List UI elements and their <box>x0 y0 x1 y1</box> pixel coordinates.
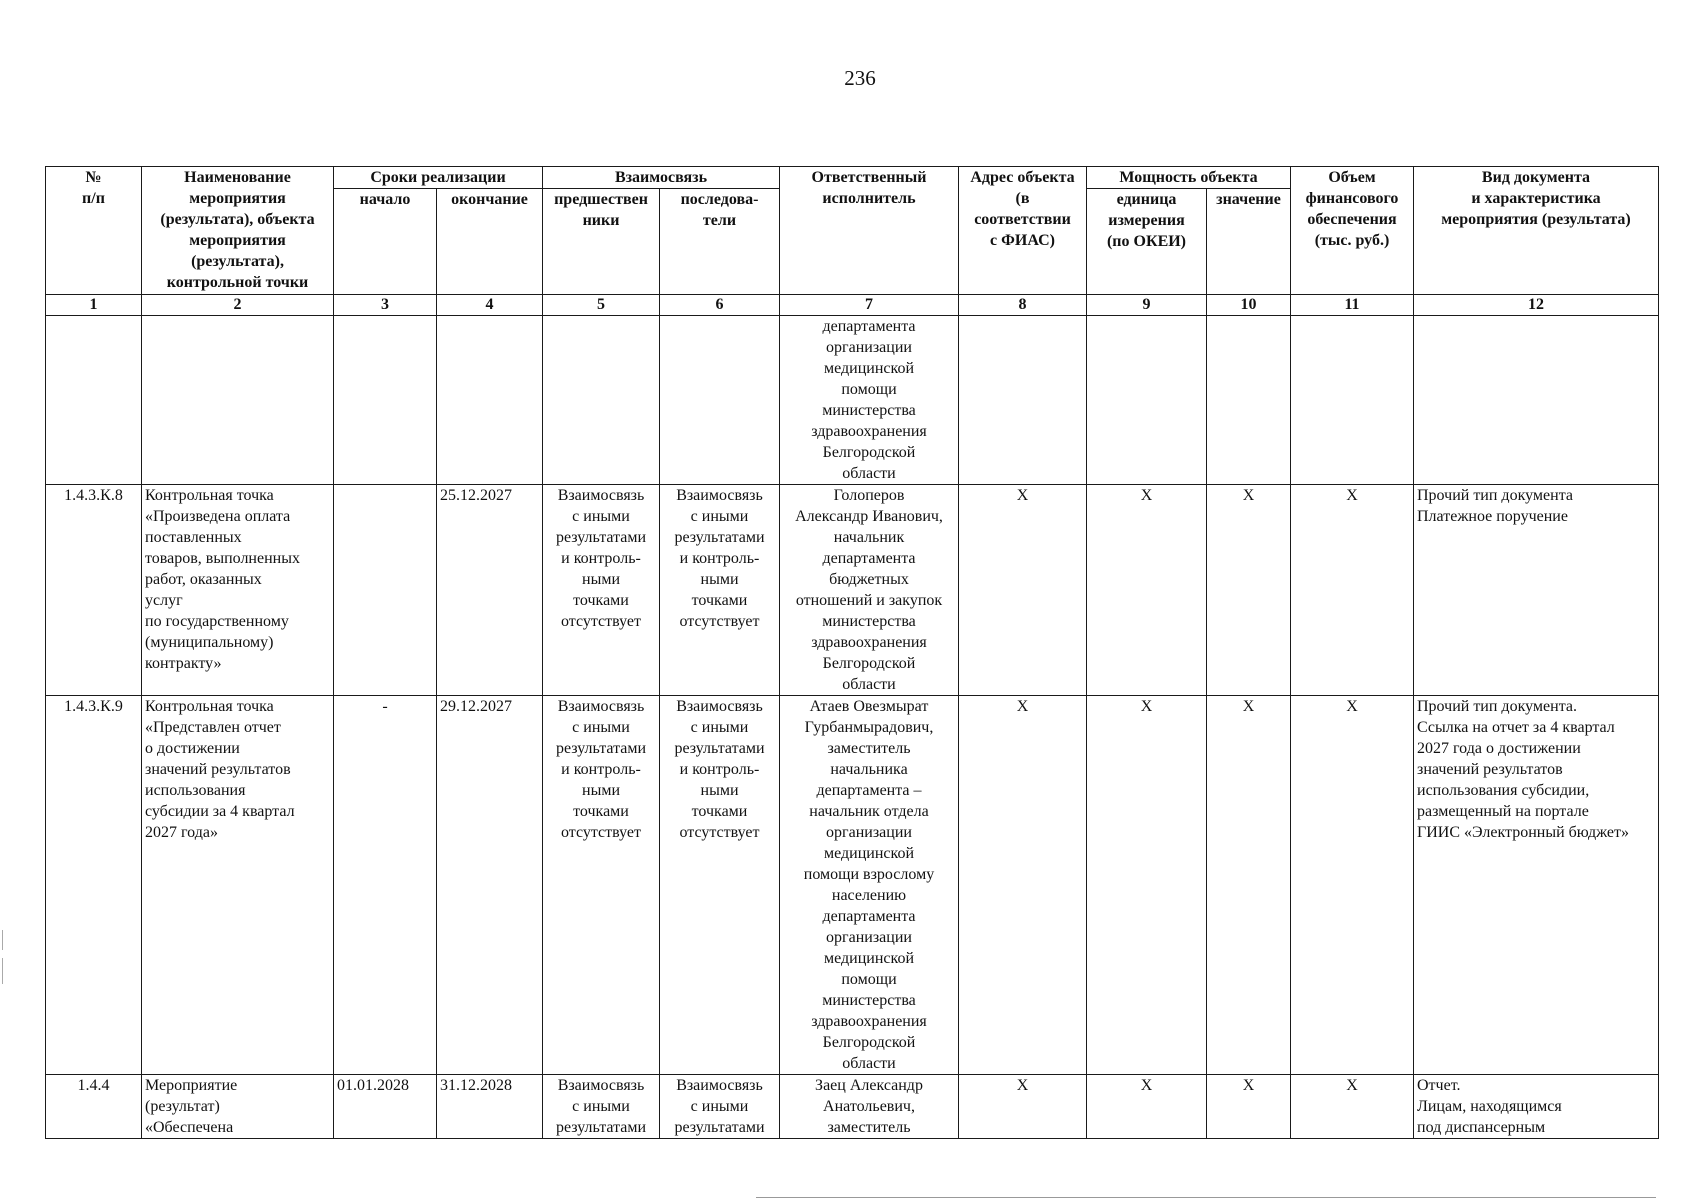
header-relation: Взаимосвязь <box>543 167 780 189</box>
row-financing: X <box>1291 485 1414 696</box>
row-unit: X <box>1087 1075 1207 1139</box>
row-responsible: Голоперов Александр Иванович, начальник департамента бюджетных отношений и закупок министерства здравоохранения Белгородской области <box>780 485 959 696</box>
row-predecessors: Взаимосвязь с иными результатами <box>543 1075 660 1139</box>
header-end: окончание <box>437 189 543 295</box>
row-id: 1.4.3.К.9 <box>46 696 142 1075</box>
column-number: 1 <box>46 295 142 316</box>
column-number: 3 <box>334 295 437 316</box>
header-number: № п/п <box>46 167 142 295</box>
row-value: X <box>1207 696 1291 1075</box>
row-id: 1.4.3.К.8 <box>46 485 142 696</box>
row-name <box>142 316 334 485</box>
table-row <box>46 1075 1659 1139</box>
scan-margin-mark <box>2 958 3 984</box>
header-value: значение <box>1207 189 1291 295</box>
row-financing: X <box>1291 696 1414 1075</box>
row-financing <box>1291 316 1414 485</box>
row-end: 25.12.2027 <box>437 485 543 696</box>
row-name: Контрольная точка «Произведена оплата поставленных товаров, выполненных работ, оказанных услуг по государственному (муниципальному) контракту» <box>142 485 334 696</box>
header-document: Вид документа и характеристика мероприятия (результата) <box>1414 167 1659 295</box>
header-successors: последова- тели <box>660 189 780 295</box>
row-end: 31.12.2028 <box>437 1075 543 1139</box>
header-predecessors: предшествен ники <box>543 189 660 295</box>
row-value: X <box>1207 1075 1291 1139</box>
row-start: - <box>334 696 437 1075</box>
column-number: 7 <box>780 295 959 316</box>
row-document: Прочий тип документа Платежное поручение <box>1414 485 1659 696</box>
row-unit: X <box>1087 485 1207 696</box>
header-timeframe: Сроки реализации <box>334 167 543 189</box>
header-capacity: Мощность объекта <box>1087 167 1291 189</box>
column-number: 8 <box>959 295 1087 316</box>
column-number: 5 <box>543 295 660 316</box>
table-header <box>46 167 1659 316</box>
row-unit <box>1087 316 1207 485</box>
column-number: 10 <box>1207 295 1291 316</box>
row-id: 1.4.4 <box>46 1075 142 1139</box>
row-end: 29.12.2027 <box>437 696 543 1075</box>
row-predecessors: Взаимосвязь с иными результатами и контроль- ными точками отсутствует <box>543 485 660 696</box>
column-number: 12 <box>1414 295 1659 316</box>
row-responsible: Заец Александр Анатольевич, заместитель <box>780 1075 959 1139</box>
row-document <box>1414 316 1659 485</box>
column-number: 11 <box>1291 295 1414 316</box>
scan-margin-mark <box>2 930 3 950</box>
row-id <box>46 316 142 485</box>
row-unit: X <box>1087 696 1207 1075</box>
row-address <box>959 316 1087 485</box>
row-value: X <box>1207 485 1291 696</box>
page-number: 236 <box>844 66 876 90</box>
header-name: Наименование мероприятия (результата), объекта мероприятия (результата), контрольной точки <box>142 167 334 295</box>
column-number: 4 <box>437 295 543 316</box>
row-successors: Взаимосвязь с иными результатами <box>660 1075 780 1139</box>
header-responsible: Ответственный исполнитель <box>780 167 959 295</box>
row-document: Прочий тип документа. Ссылка на отчет за 4 квартал 2027 года о достижении значений результатов использования субсидии, размещенный на портале ГИИС «Электронный бюджет» <box>1414 696 1659 1075</box>
table-row <box>46 485 1659 696</box>
row-name: Мероприятие (результат) «Обеспечена <box>142 1075 334 1139</box>
footer-rule <box>756 1197 1656 1198</box>
row-address: X <box>959 696 1087 1075</box>
row-financing: X <box>1291 1075 1414 1139</box>
column-number: 6 <box>660 295 780 316</box>
row-name: Контрольная точка «Представлен отчет о достижении значений результатов использования субсидии за 4 квартал 2027 года» <box>142 696 334 1075</box>
row-start: 01.01.2028 <box>334 1075 437 1139</box>
row-address: X <box>959 485 1087 696</box>
header-start: начало <box>334 189 437 295</box>
row-address: X <box>959 1075 1087 1139</box>
row-end <box>437 316 543 485</box>
header-unit: единица измерения (по ОКЕИ) <box>1087 189 1207 295</box>
header-financing: Объем финансового обеспечения (тыс. руб.) <box>1291 167 1414 295</box>
row-responsible: Атаев Овезмырат Гурбанмырадович, заместитель начальника департамента – начальник отдела организации медицинской помощи взрослому населению департамента организации медицинской помощи министерства здравоохранения Белгородской области <box>780 696 959 1075</box>
plan-table <box>45 166 1659 1139</box>
row-value <box>1207 316 1291 485</box>
row-responsible: департамента организации медицинской помощи министерства здравоохранения Белгородской области <box>780 316 959 485</box>
column-number: 2 <box>142 295 334 316</box>
row-document: Отчет. Лицам, находящимся под диспансерным <box>1414 1075 1659 1139</box>
row-successors: Взаимосвязь с иными результатами и контроль- ными точками отсутствует <box>660 485 780 696</box>
row-successors: Взаимосвязь с иными результатами и контроль- ными точками отсутствует <box>660 696 780 1075</box>
row-start <box>334 485 437 696</box>
row-predecessors <box>543 316 660 485</box>
table-row <box>46 696 1659 1075</box>
row-predecessors: Взаимосвязь с иными результатами и контроль- ными точками отсутствует <box>543 696 660 1075</box>
row-successors <box>660 316 780 485</box>
column-numbers-row <box>46 295 1659 316</box>
row-start <box>334 316 437 485</box>
column-number: 9 <box>1087 295 1207 316</box>
table-row <box>46 316 1659 485</box>
header-address: Адрес объекта (в соответствии с ФИАС) <box>959 167 1087 295</box>
